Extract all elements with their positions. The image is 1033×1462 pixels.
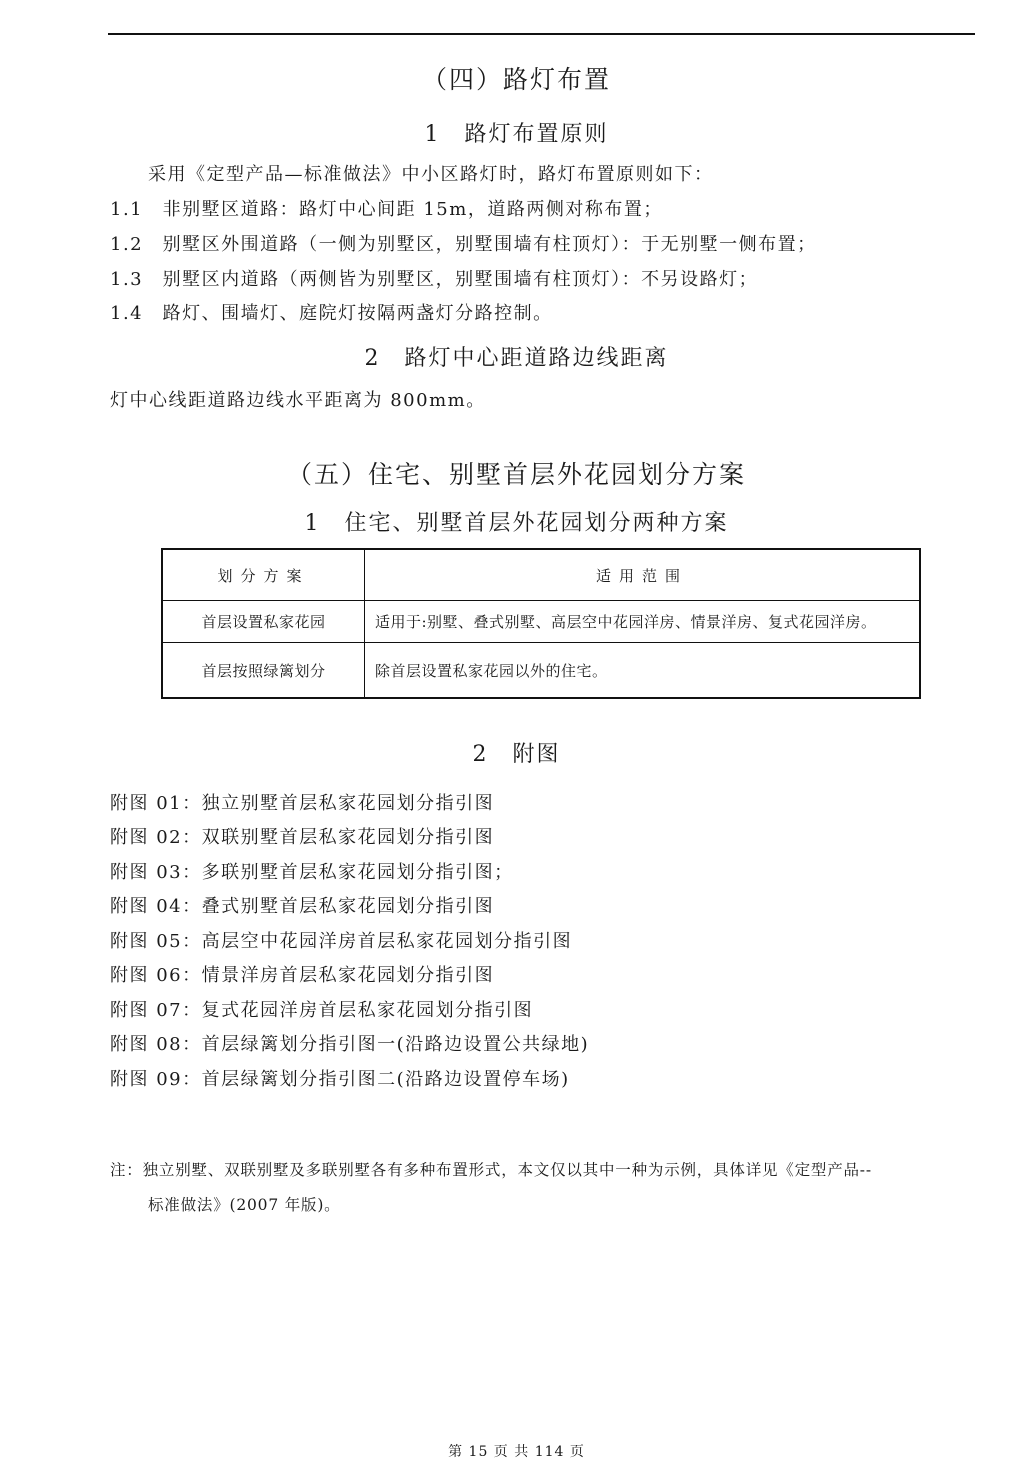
section-5-title: （五）住宅、别墅首层外花园划分方案 [286,460,746,489]
rule-item: 1.2 别墅区外围道路（一侧为别墅区，别墅围墙有柱顶灯）：于无别墅一侧布置； [110,234,817,255]
table-cell: 除首层设置私家花园以外的住宅。 [365,643,921,699]
figure-list-item: 附图 07：复式花园洋房首层私家花园划分指引图 [110,1000,534,1021]
table-cell: 首层按照绿篱划分 [162,643,365,699]
section-4-sub1-title: 1 路灯布置原则 [424,122,609,147]
figure-list-item: 附图 04：叠式别墅首层私家花园划分指引图 [110,896,495,917]
section-5-sub2-title: 2 附图 [472,742,561,767]
table-row [162,601,920,643]
section-4-sub2-title: 2 路灯中心距道路边线距离 [364,346,669,371]
table-row [162,643,920,699]
note-line-1: 注：独立别墅、双联别墅及多联别墅各有多种布置形式，本文仅以其中一种为示例，具体详见《定型产品-- [110,1161,872,1179]
figure-list-item: 附图 03：多联别墅首层私家花园划分指引图； [110,862,514,883]
rule-item: 1.3 别墅区内道路（两侧皆为别墅区，别墅围墙有柱顶灯）：不另设路灯； [110,269,759,290]
table-header-cell: 适用范围 [365,549,921,601]
section-4-sub2-text: 灯中心线距道路边线水平距离为 800mm。 [110,390,486,411]
garden-plan-table [161,548,921,699]
section-5-sub1-title: 1 住宅、别墅首层外花园划分两种方案 [304,511,729,536]
table-cell: 首层设置私家花园 [162,601,365,643]
figure-list-item: 附图 09：首层绿篱划分指引图二(沿路边设置停车场) [110,1069,570,1090]
section-4-title: （四）路灯布置 [421,65,611,94]
table-header-row [162,549,920,601]
note-line-2: 标准做法》(2007 年版)。 [148,1196,341,1214]
table-cell: 适用于:别墅、叠式别墅、高层空中花园洋房、情景洋房、复式花园洋房。 [365,601,921,643]
figure-list-item: 附图 05：高层空中花园洋房首层私家花园划分指引图 [110,931,573,952]
figure-list-item: 附图 06：情景洋房首层私家花园划分指引图 [110,965,495,986]
header-rule [108,33,975,35]
figure-list-item: 附图 08：首层绿篱划分指引图一(沿路边设置公共绿地) [110,1034,590,1055]
figure-list-item: 附图 01：独立别墅首层私家花园划分指引图 [110,793,495,814]
rule-item: 1.1 非别墅区道路：路灯中心间距 15m，道路两侧对称布置； [110,199,663,220]
rule-item: 1.4 路灯、围墙灯、庭院灯按隔两盏灯分路控制。 [110,303,553,324]
table-header-cell: 划分方案 [162,549,365,601]
section-4-intro: 采用《定型产品—标准做法》中小区路灯时，路灯布置原则如下： [148,164,714,185]
figure-list-item: 附图 02：双联别墅首层私家花园划分指引图 [110,827,495,848]
page-number-footer: 第 15 页 共 114 页 [448,1444,585,1460]
